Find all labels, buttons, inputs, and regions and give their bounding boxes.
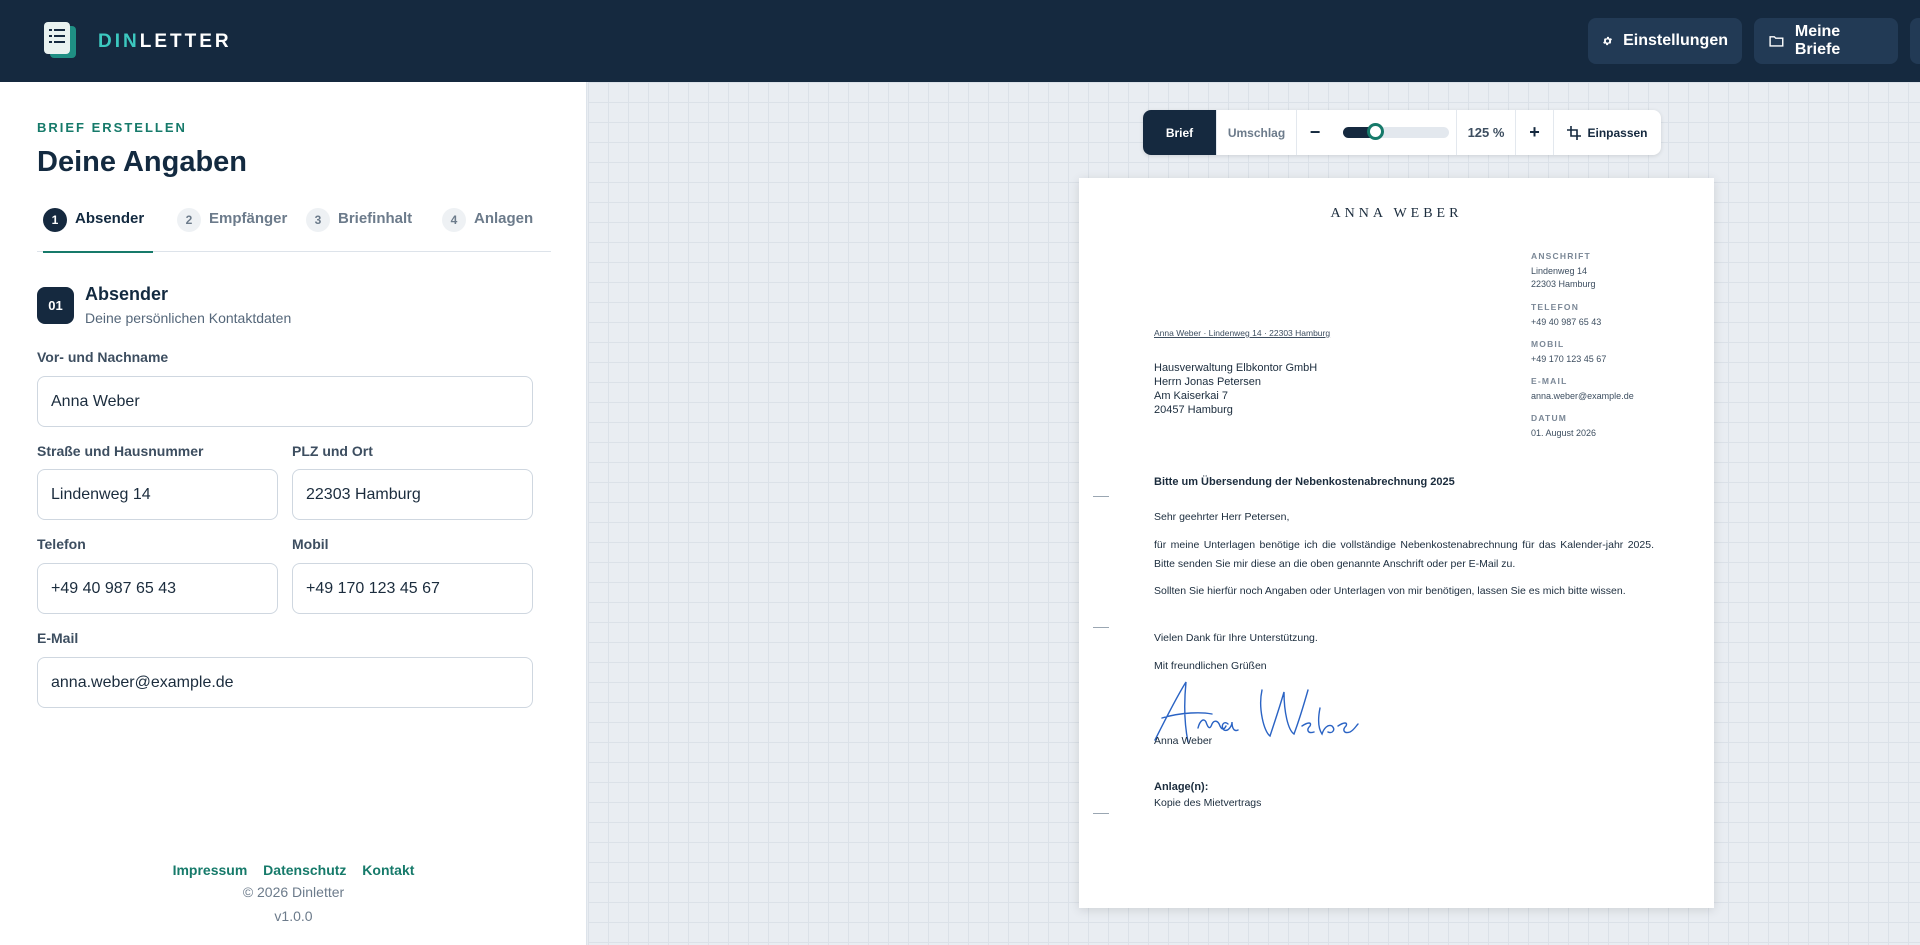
letter-thanks: Vielen Dank für Ihre Unterstützung. [1154,632,1318,644]
letter-page [1079,178,1714,908]
zoom-value: 125 % [1456,110,1516,155]
step-label: Anlagen [474,210,534,227]
letter-paragraph: Sollten Sie hierfür noch Angaben oder Unterlagen von mir benötigen, lassen Sie es mich bitte wissen. [1154,585,1626,597]
info-address-label: ANSCHRIFT [1531,251,1591,261]
tab-attachments[interactable] [442,206,533,252]
crop-icon [1567,126,1581,140]
info-date: 01. August 2026 [1531,428,1597,438]
info-date-label: DATUM [1531,413,1568,423]
gear-icon [1602,32,1613,50]
step-number: 2 [177,208,201,232]
fit-button[interactable] [1554,110,1661,155]
tab-sender[interactable] [43,206,153,253]
name-field[interactable] [37,376,533,427]
footer-links [0,862,587,878]
attachments-label: Anlage(n): [1154,781,1209,793]
folder-icon [1768,32,1785,50]
imprint-link[interactable]: Impressum [172,862,248,878]
fold-mark [1093,496,1109,497]
fold-mark [1093,813,1109,814]
recipient-line: Hausverwaltung Elbkontor GmbH [1154,362,1318,374]
email-field[interactable] [37,657,533,708]
phone-field[interactable] [37,563,278,614]
mobile-field[interactable] [292,563,533,614]
info-address-line1: Lindenweg 14 [1531,266,1588,276]
mobile-label: Mobil [292,536,329,552]
account-button[interactable] [1910,18,1920,64]
zoom-slider[interactable] [1343,127,1449,138]
section-title: Absender [85,284,169,304]
tab-envelope[interactable]: Umschlag [1217,110,1297,155]
section-subtitle: Deine persönlichen Kontaktdaten [85,310,292,326]
info-email: anna.weber@example.de [1531,391,1634,401]
zoom-slider-handle[interactable] [1367,123,1384,140]
step-number: 4 [442,208,466,232]
recipient-address [1154,361,1317,417]
copyright: © 2026 Dinletter [242,884,345,900]
form-eyebrow: BRIEF ERSTELLEN [37,120,187,135]
recipient-line: Herrn Jonas Petersen [1154,376,1261,388]
zoom-out-button[interactable]: − [1309,122,1321,142]
tab-letter-content[interactable] [306,206,412,252]
settings-button[interactable] [1588,18,1742,64]
zoom-in-button[interactable]: + [1516,110,1554,155]
my-letters-button[interactable] [1754,18,1898,64]
info-address-line2: 22303 Hamburg [1531,279,1596,289]
email-label: E-Mail [37,630,79,646]
letter-sender-name: ANNA WEBER [1330,206,1463,221]
city-label: PLZ und Ort [292,443,373,459]
tab-recipient[interactable] [177,206,287,252]
step-label: Empfänger [209,210,288,227]
fit-label: Einpassen [1587,125,1648,140]
attachment-item: Kopie des Mietvertrags [1154,797,1262,809]
brand-name[interactable]: DINLETTER [98,31,232,52]
name-label: Vor- und Nachname [37,349,169,365]
info-mobile: +49 170 123 45 67 [1531,354,1607,364]
letter-closing: Mit freundlichen Grüßen [1154,660,1267,672]
letter-signer-name: Anna Weber [1154,735,1213,747]
version: v1.0.0 [274,908,313,924]
document-logo-icon[interactable] [44,22,78,60]
fold-mark [1093,627,1109,628]
step-tabs [37,206,551,252]
step-number: 1 [43,208,67,232]
top-bar [0,0,1920,82]
letter-paragraph: für meine Unterlagen benötige ich die vollständige Nebenkostenabrechnung für das Kalender-jahr 2025. Bitte senden Sie mir diese an die oben genannte Anschrift oder per E-Mail zu. [1154,539,1654,570]
tab-letter[interactable]: Brief [1143,110,1217,155]
street-field[interactable] [37,469,278,520]
letter-preview-area [588,82,1920,945]
letter-subject: Bitte um Übersendung der Nebenkostenabrechnung 2025 [1154,476,1455,488]
info-email-label: E-MAIL [1531,376,1568,386]
step-label: Absender [75,210,145,227]
info-mobile-label: MOBIL [1531,339,1565,349]
recipient-line: Am Kaiserkai 7 [1154,390,1228,402]
step-label: Briefinhalt [338,210,413,227]
privacy-link[interactable]: Datenschutz [263,862,347,878]
contact-link[interactable]: Kontakt [362,862,415,878]
preview-toolbar [1143,110,1661,155]
letter-salutation: Sehr geehrter Herr Petersen, [1154,511,1290,523]
step-number: 3 [306,208,330,232]
phone-label: Telefon [37,536,86,552]
section-badge: 01 [37,287,74,324]
form-panel [0,82,587,945]
city-field[interactable] [292,469,533,520]
my-letters-label: Meine Briefe [1794,23,1841,58]
info-phone: +49 40 987 65 43 [1531,317,1602,327]
settings-label: Einstellungen [1623,32,1728,49]
return-address: Anna Weber · Lindenweg 14 · 22303 Hamburg [1154,328,1331,338]
street-label: Straße und Hausnummer [37,443,204,459]
info-phone-label: TELEFON [1531,302,1580,312]
recipient-line: 20457 Hamburg [1154,404,1233,416]
page-title: Deine Angaben [37,146,248,178]
